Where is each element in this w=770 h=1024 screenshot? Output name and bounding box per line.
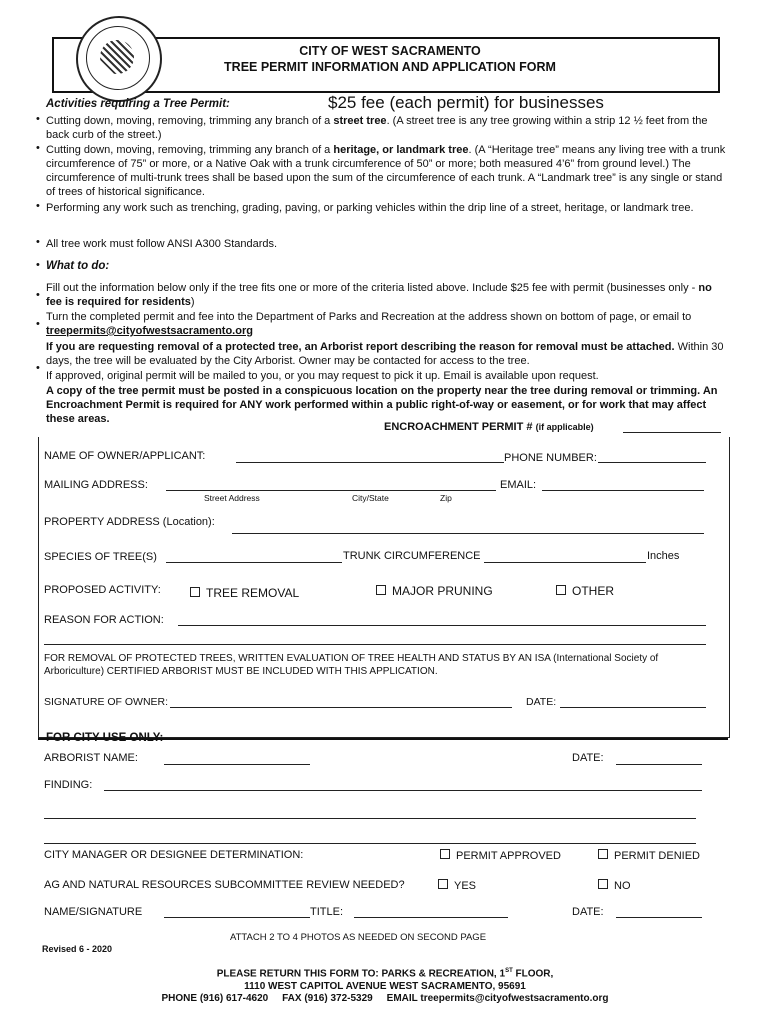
checkbox-icon[interactable] [598,879,608,889]
name-signature-field[interactable] [164,917,310,918]
checkbox-icon[interactable] [376,585,386,595]
contact-line [0,993,770,1004]
checkbox-icon[interactable] [438,879,448,889]
manager-determination-label: CITY MANAGER OR DESIGNEE DETERMINATION: [44,849,304,861]
encroachment-permit-field[interactable] [623,432,721,433]
property-address-field[interactable] [232,533,704,534]
instruction-arborist-report: If you are requesting removal of a protected tree, an Arborist report describing the reason for removal must be attached. Within 30 days, the tree will be evaluated by the City Arborist. Owner may be contacted for access to the tree. [46,341,724,367]
city-seal-logo [76,16,162,102]
activity-item-ansi: All tree work must follow ANSI A300 Standards. [46,238,278,250]
title-field[interactable] [354,917,508,918]
encroachment-permit-label: ENCROACHMENT PERMIT # (if applicable) [384,421,594,433]
instruction-approval: If approved, original permit will be mailed to you, or you may request to pick it up. Email is available upon request. [46,370,599,382]
instruction-post-permit: A copy of the tree permit must be posted in a conspicuous location on the property near the tree during removal or trimming. An Encroachment Permit is required for ANY work performed within a public right-of-way or easement, or for work that may affect these areas. [46,385,718,425]
arborist-name-label: ARBORIST NAME: [44,752,138,764]
city-date-label: DATE: [572,906,604,918]
footer-email[interactable]: EMAIL treepermits@cityofwestsacramento.org [386,993,609,1004]
instruction-fill-out: Fill out the information below only if the tree fits one or more of the criteria listed above. Include $25 fee with permit (businesses only - no fee is required for residents) [46,282,712,308]
form-title-city: CITY OF WEST SACRAMENTO [299,44,481,58]
arborist-date-field[interactable] [616,764,702,765]
activity-item-heritage-tree: Cutting down, moving, removing, trimming any branch of a heritage, or landmark tree. (A “Heritage tree” means any living tree with a trunk circumference of 75” or more, or a Native Oak with a trunk circumference of 50” or more; both measured 4’6” from ground level.) The circumference of multi-trunk trees shall be based upon the sum of the circumference of each trunk. A “Landmark tree” is any single or stand of trees of historical significance. [46,144,726,198]
species-field[interactable] [166,562,342,563]
finding-label: FINDING: [44,779,93,791]
finding-field-line3[interactable] [44,843,696,844]
bullet: • [36,200,40,212]
bullet: • [36,289,40,301]
attach-photos-note: ATTACH 2 TO 4 PHOTOS AS NEEDED ON SECOND PAGE [230,932,487,943]
name-signature-label: NAME/SIGNATURE [44,906,143,918]
option-major-pruning[interactable]: MAJOR PRUNING [376,584,493,598]
bullet: • [36,318,40,330]
activity-item-drip-line: Performing any work such as trenching, grading, paving, or parking vehicles within the drip line of a street, heritage, or landmark tree. [46,202,694,214]
activity-item-street-tree: Cutting down, moving, removing, trimming any branch of a street tree. (A street tree is any tree growing within a strip 12 ½ feet from the back curb of the street.) [46,115,708,141]
mailing-address-label: MAILING ADDRESS: [44,479,148,491]
fee-notice: $25 fee (each permit) for businesses [328,93,604,112]
signature-date-label: DATE: [526,696,557,708]
city-use-heading: FOR CITY USE ONLY: [46,732,164,744]
option-tree-removal[interactable]: TREE REMOVAL [190,586,299,600]
signature-date-field[interactable] [560,707,706,708]
finding-field-line2[interactable] [44,818,696,819]
arborist-requirement-note: FOR REMOVAL OF PROTECTED TREES, WRITTEN EVALUATION OF TREE HEALTH AND STATUS BY AN ISA (International Society of Arboriculture) CERTIFIED ARBORIST MUST BE INCLUDED WITH THIS APPLICATION. [44,653,659,677]
what-to-do-heading: What to do: [46,260,110,272]
form-title: TREE PERMIT INFORMATION AND APPLICATION FORM [224,60,556,74]
bullet: • [36,362,40,374]
instruction-turn-in: Turn the completed permit and fee into the Department of Parks and Recreation at the address shown on bottom of page, or email to treepermits@cityofwestsacramento.org [46,311,692,337]
reason-label: REASON FOR ACTION: [44,614,164,626]
revision-date: Revised 6 - 2020 [42,944,113,954]
property-address-label: PROPERTY ADDRESS (Location): [44,516,215,528]
email-field[interactable] [542,490,704,491]
checkbox-icon[interactable] [440,849,450,859]
option-yes[interactable]: YES [438,879,476,892]
option-permit-approved[interactable]: PERMIT APPROVED [440,849,561,862]
signature-owner-field[interactable] [170,707,512,708]
checkbox-icon[interactable] [598,849,608,859]
phone-number: PHONE (916) 617-4620 [161,993,269,1004]
option-no[interactable]: NO [598,879,631,892]
phone-field[interactable] [598,462,706,463]
inches-label: Inches [647,550,680,562]
zip-sublabel: Zip [440,493,452,503]
phone-label: PHONE NUMBER: [504,452,597,464]
owner-field[interactable] [236,462,504,463]
option-permit-denied[interactable]: PERMIT DENIED [598,849,700,862]
signature-owner-label: SIGNATURE OF OWNER: [44,696,169,708]
fax-number: FAX (916) 372-5329 [282,993,373,1004]
reason-field[interactable] [178,625,706,626]
activities-heading: Activities requiring a Tree Permit: [46,98,230,110]
finding-field[interactable] [104,790,702,791]
checkbox-icon[interactable] [556,585,566,595]
option-other[interactable]: OTHER [556,584,614,598]
bullet: • [36,236,40,248]
bullet: • [36,259,40,271]
arborist-name-field[interactable] [164,764,310,765]
bullet: • [36,142,40,154]
bullet: • [36,113,40,125]
mailing-address-field[interactable] [166,490,496,491]
trunk-circumference-field[interactable] [484,562,646,563]
trunk-circumference-label: TRUNK CIRCUMFERENCE [343,550,481,562]
email-link[interactable]: treepermits@cityofwestsacramento.org [46,325,253,337]
return-address-line2: 1110 WEST CAPITOL AVENUE WEST SACRAMENTO, 95691 [244,981,526,992]
arborist-date-label: DATE: [572,752,604,764]
species-label: SPECIES OF TREE(S) [44,551,157,563]
email-label: EMAIL: [500,479,537,491]
street-address-sublabel: Street Address [204,493,260,503]
return-address-line1: PLEASE RETURN THIS FORM TO: PARKS & RECREATION, 1ST FLOOR, [216,968,554,980]
city-date-field[interactable] [616,917,702,918]
checkbox-icon[interactable] [190,587,200,597]
city-state-sublabel: City/State [352,493,389,503]
title-label: TITLE: [310,906,344,918]
subcommittee-label: AG AND NATURAL RESOURCES SUBCOMMITTEE REVIEW NEEDED? [44,879,405,891]
reason-field-line2[interactable] [44,644,706,645]
owner-label: NAME OF OWNER/APPLICANT: [44,450,206,462]
proposed-activity-label: PROPOSED ACTIVITY: [44,584,161,596]
